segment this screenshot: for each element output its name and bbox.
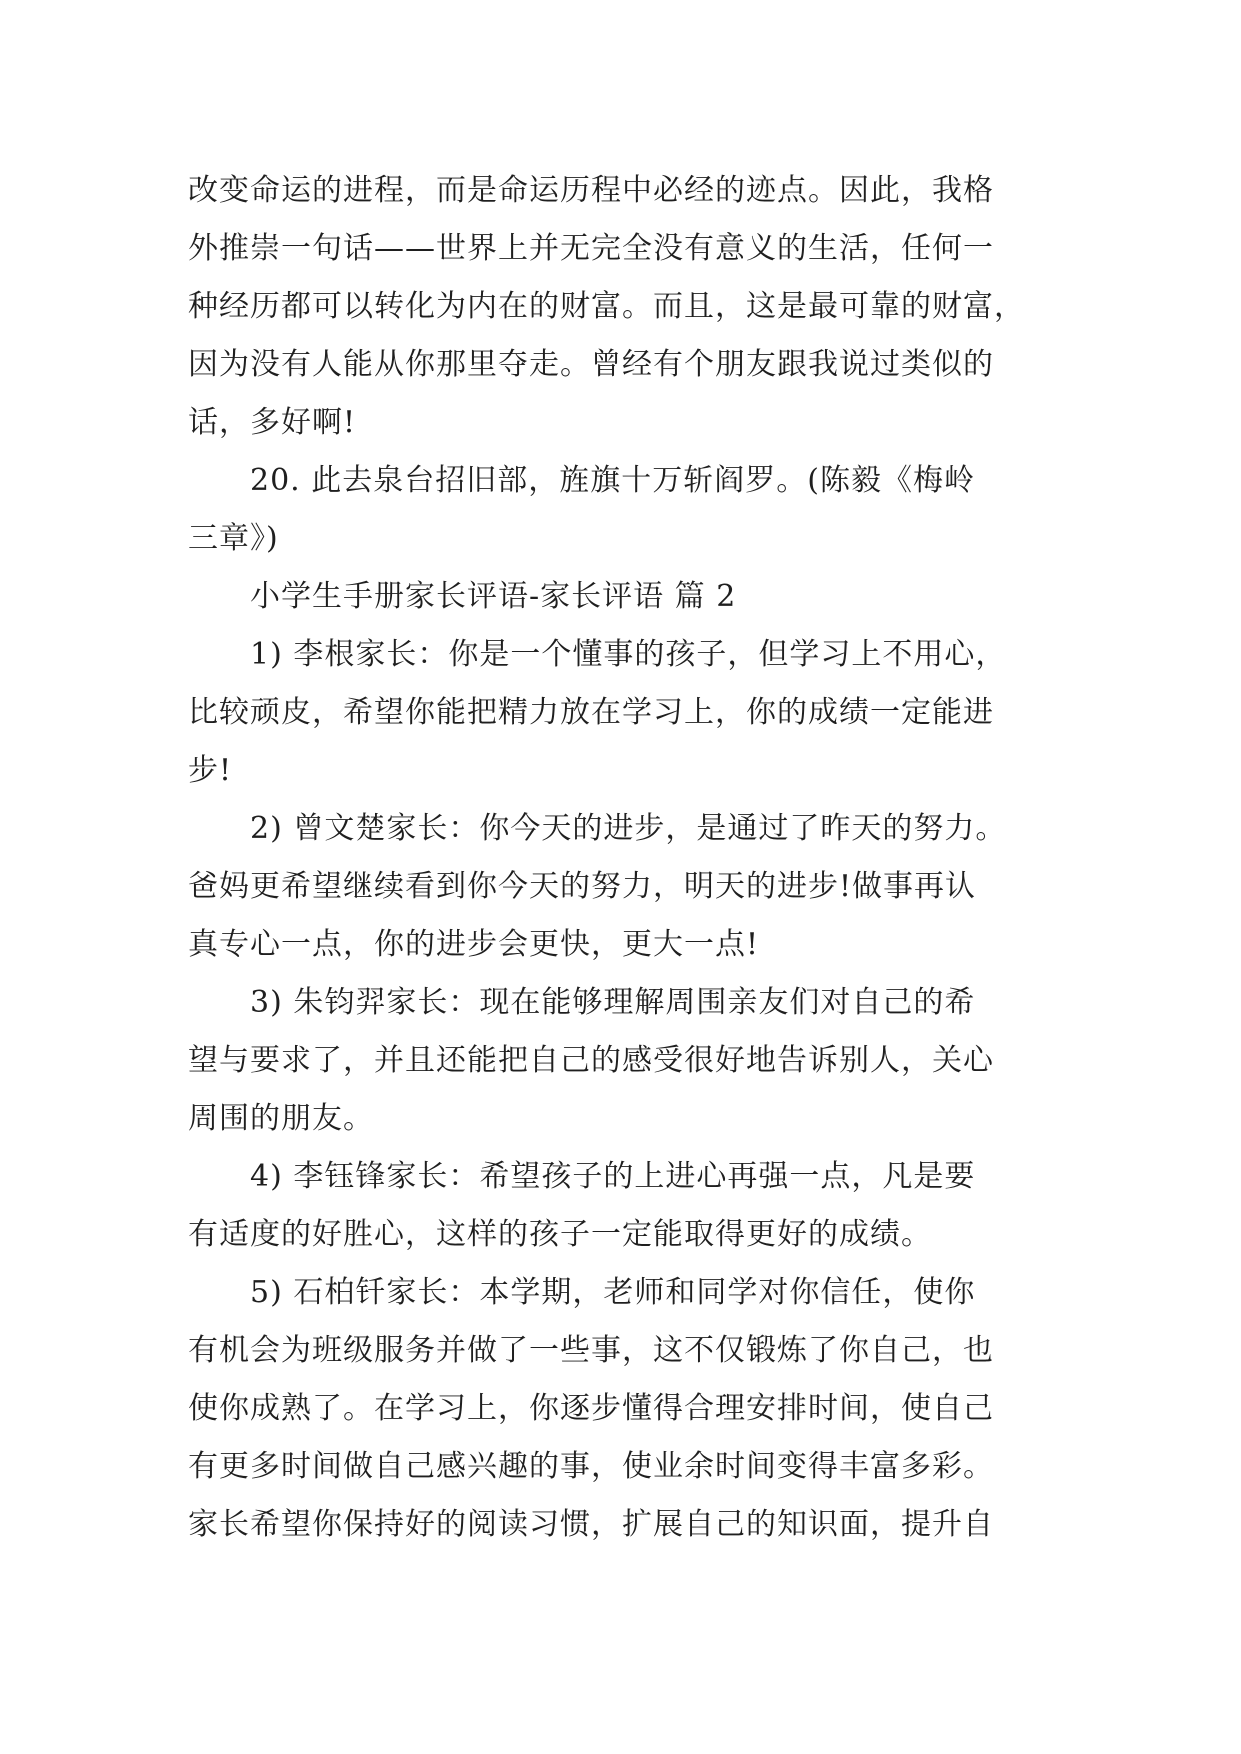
text-line: 外推崇一句话——世界上并无完全没有意义的生活，任何一 bbox=[188, 231, 994, 266]
text-line: 20. 此去泉台招旧部，旌旗十万斩阎罗。(陈毅《梅岭 bbox=[250, 463, 975, 498]
text-line: 比较顽皮，希望你能把精力放在学习上，你的成绩一定能进 bbox=[188, 695, 994, 730]
text-line: 望与要求了，并且还能把自己的感受很好地告诉别人，关心 bbox=[188, 1043, 994, 1078]
text-line: 家长希望你保持好的阅读习惯，扩展自己的知识面，提升自 bbox=[188, 1507, 994, 1542]
text-line: 有机会为班级服务并做了一些事，这不仅锻炼了你自己，也 bbox=[188, 1333, 994, 1368]
text-line: 话，多好啊! bbox=[188, 405, 357, 440]
text-line: 2) 曾文楚家长：你今天的进步，是通过了昨天的努力。 bbox=[250, 811, 1007, 846]
text-line: 3) 朱钧羿家长：现在能够理解周围亲友们对自己的希 bbox=[250, 985, 976, 1020]
text-line: 1) 李根家长：你是一个懂事的孩子，但学习上不用心， bbox=[250, 637, 1007, 672]
text-line: 有更多时间做自己感兴趣的事，使业余时间变得丰富多彩。 bbox=[188, 1449, 994, 1484]
document-body bbox=[188, 162, 1053, 1554]
text-line: 真专心一点，你的进步会更快，更大一点! bbox=[188, 927, 760, 962]
text-line: 因为没有人能从你那里夺走。曾经有个朋友跟我说过类似的 bbox=[188, 347, 994, 382]
paragraph-comment-4 bbox=[188, 1148, 1053, 1264]
section-heading bbox=[188, 568, 1053, 626]
text-line: 改变命运的进程，而是命运历程中必经的迹点。因此，我格 bbox=[188, 173, 994, 208]
paragraph-comment-3 bbox=[188, 974, 1053, 1148]
text-line: 爸妈更希望继续看到你今天的努力，明天的进步!做事再认 bbox=[188, 869, 977, 904]
paragraph-comment-5 bbox=[188, 1264, 1053, 1554]
paragraph-quote-20 bbox=[188, 452, 1053, 568]
text-line: 种经历都可以转化为内在的财富。而且，这是最可靠的财富， bbox=[188, 289, 1025, 324]
text-line: 4) 李钰锋家长：希望孩子的上进心再强一点，凡是要 bbox=[250, 1159, 976, 1194]
text-line: 有适度的好胜心，这样的孩子一定能取得更好的成绩。 bbox=[188, 1217, 932, 1252]
heading-line: 小学生手册家长评语-家长评语 篇 2 bbox=[250, 579, 737, 614]
text-line: 三章》) bbox=[188, 521, 279, 556]
paragraph-fate-passage bbox=[188, 162, 1053, 452]
paragraph-comment-1 bbox=[188, 626, 1053, 800]
text-line: 步! bbox=[188, 753, 233, 788]
text-line: 5) 石柏钎家长：本学期，老师和同学对你信任，使你 bbox=[250, 1275, 976, 1310]
paragraph-comment-2 bbox=[188, 800, 1053, 974]
text-line: 周围的朋友。 bbox=[188, 1101, 374, 1136]
text-line: 使你成熟了。在学习上，你逐步懂得合理安排时间，使自己 bbox=[188, 1391, 994, 1426]
